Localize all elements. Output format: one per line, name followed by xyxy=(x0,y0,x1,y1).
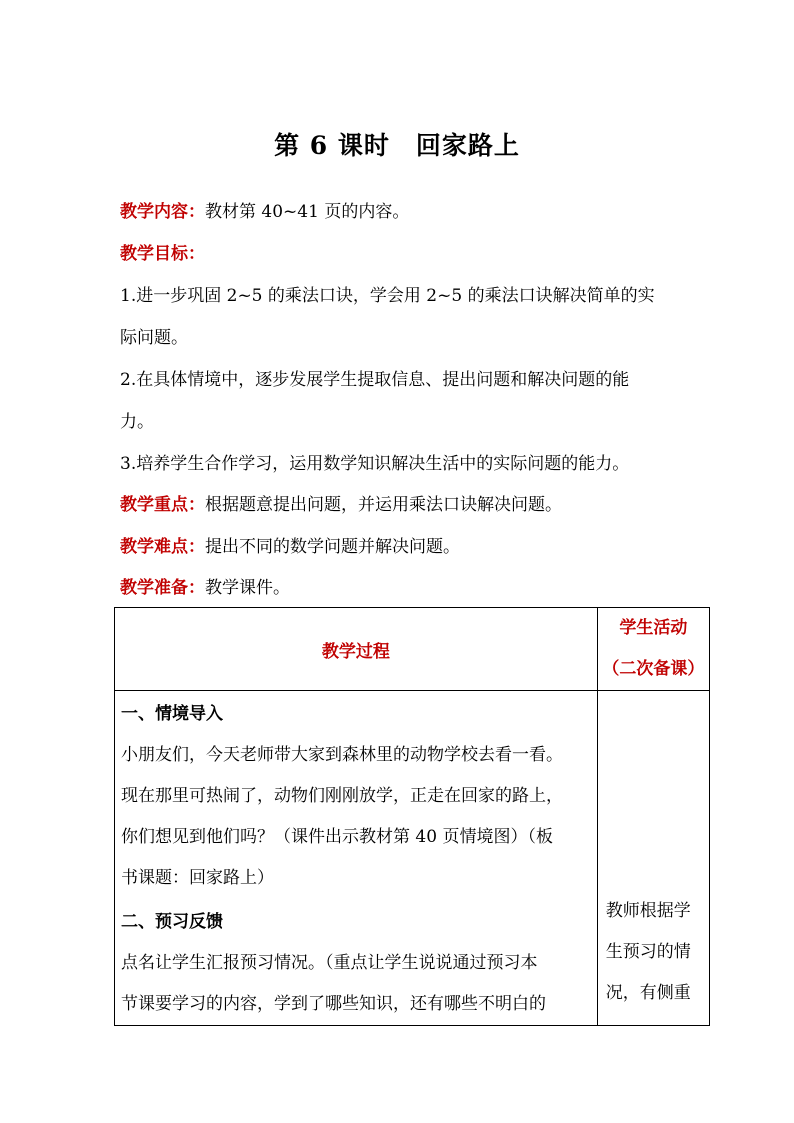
objective-3-line-1: 3.培养学生合作学习，运用数学知识解决生活中的实际问题的能力。 xyxy=(120,454,630,474)
table-header-row xyxy=(115,608,710,691)
header-student-activity-line-2: （二次备课） xyxy=(602,659,705,679)
side-note-line-2: 生预习的情 xyxy=(605,942,691,962)
preparation-text: 教学课件。 xyxy=(205,578,290,598)
objective-2-line-2: 力。 xyxy=(120,412,154,432)
section-1-line-1: 小朋友们，今天老师带大家到森林里的动物学校去看一看。 xyxy=(121,745,563,765)
teaching-objectives-label: 教学目标： xyxy=(120,244,205,264)
key-point xyxy=(120,494,700,516)
section-2-line-2: 节课要学习的内容，学到了哪些知识，还有哪些不明白的 xyxy=(121,994,546,1014)
section-2-line-1: 点名让学生汇报预习情况。（重点让学生说说通过预习本 xyxy=(121,953,538,973)
side-note-line-3: 况，有侧重 xyxy=(605,983,691,1003)
section-1-title: 一、情境导入 xyxy=(121,704,223,724)
section-1-line-3: 你们想见到他们吗？（课件出示教材第 40 页情境图）（板 xyxy=(121,827,553,847)
objective-2-line-1: 2.在具体情境中，逐步发展学生提取信息、提出问题和解决问题的能 xyxy=(120,370,630,390)
table-body-row xyxy=(115,691,710,1026)
teaching-content-label: 教学内容： xyxy=(120,202,205,222)
key-point-label: 教学重点： xyxy=(120,495,205,515)
key-point-text: 根据题意提出问题，并运用乘法口诀解决问题。 xyxy=(205,495,562,515)
lesson-title: 第 6 课时 回家路上 xyxy=(274,131,520,160)
process-cell xyxy=(115,691,598,1026)
objective-1-line-1: 1.进一步巩固 2~5 的乘法口诀，学会用 2~5 的乘法口诀解决简单的实 xyxy=(120,286,655,306)
side-note-line-1: 教师根据学 xyxy=(605,901,691,921)
difficulty xyxy=(120,536,700,558)
difficulty-text: 提出不同的数学问题并解决问题。 xyxy=(205,537,460,557)
header-student-activity xyxy=(597,608,709,691)
objective-1-line-2: 际问题。 xyxy=(120,328,188,348)
teaching-content xyxy=(120,201,700,223)
preparation-label: 教学准备： xyxy=(120,578,205,598)
header-teaching-process: 教学过程 xyxy=(115,608,598,691)
lesson-process-table xyxy=(114,607,710,1026)
student-activity-cell xyxy=(597,691,709,1026)
difficulty-label: 教学难点： xyxy=(120,537,205,557)
section-1-line-4: 书课题：回家路上） xyxy=(121,868,274,888)
header-student-activity-line-1: 学生活动 xyxy=(619,618,688,638)
section-1-line-2: 现在那里可热闹了，动物们刚刚放学，正走在回家的路上， xyxy=(121,786,563,806)
section-2-title: 二、预习反馈 xyxy=(121,912,223,932)
teaching-objectives-heading xyxy=(120,243,700,265)
teaching-content-text: 教材第 40~41 页的内容。 xyxy=(205,202,410,222)
preparation xyxy=(120,577,700,599)
